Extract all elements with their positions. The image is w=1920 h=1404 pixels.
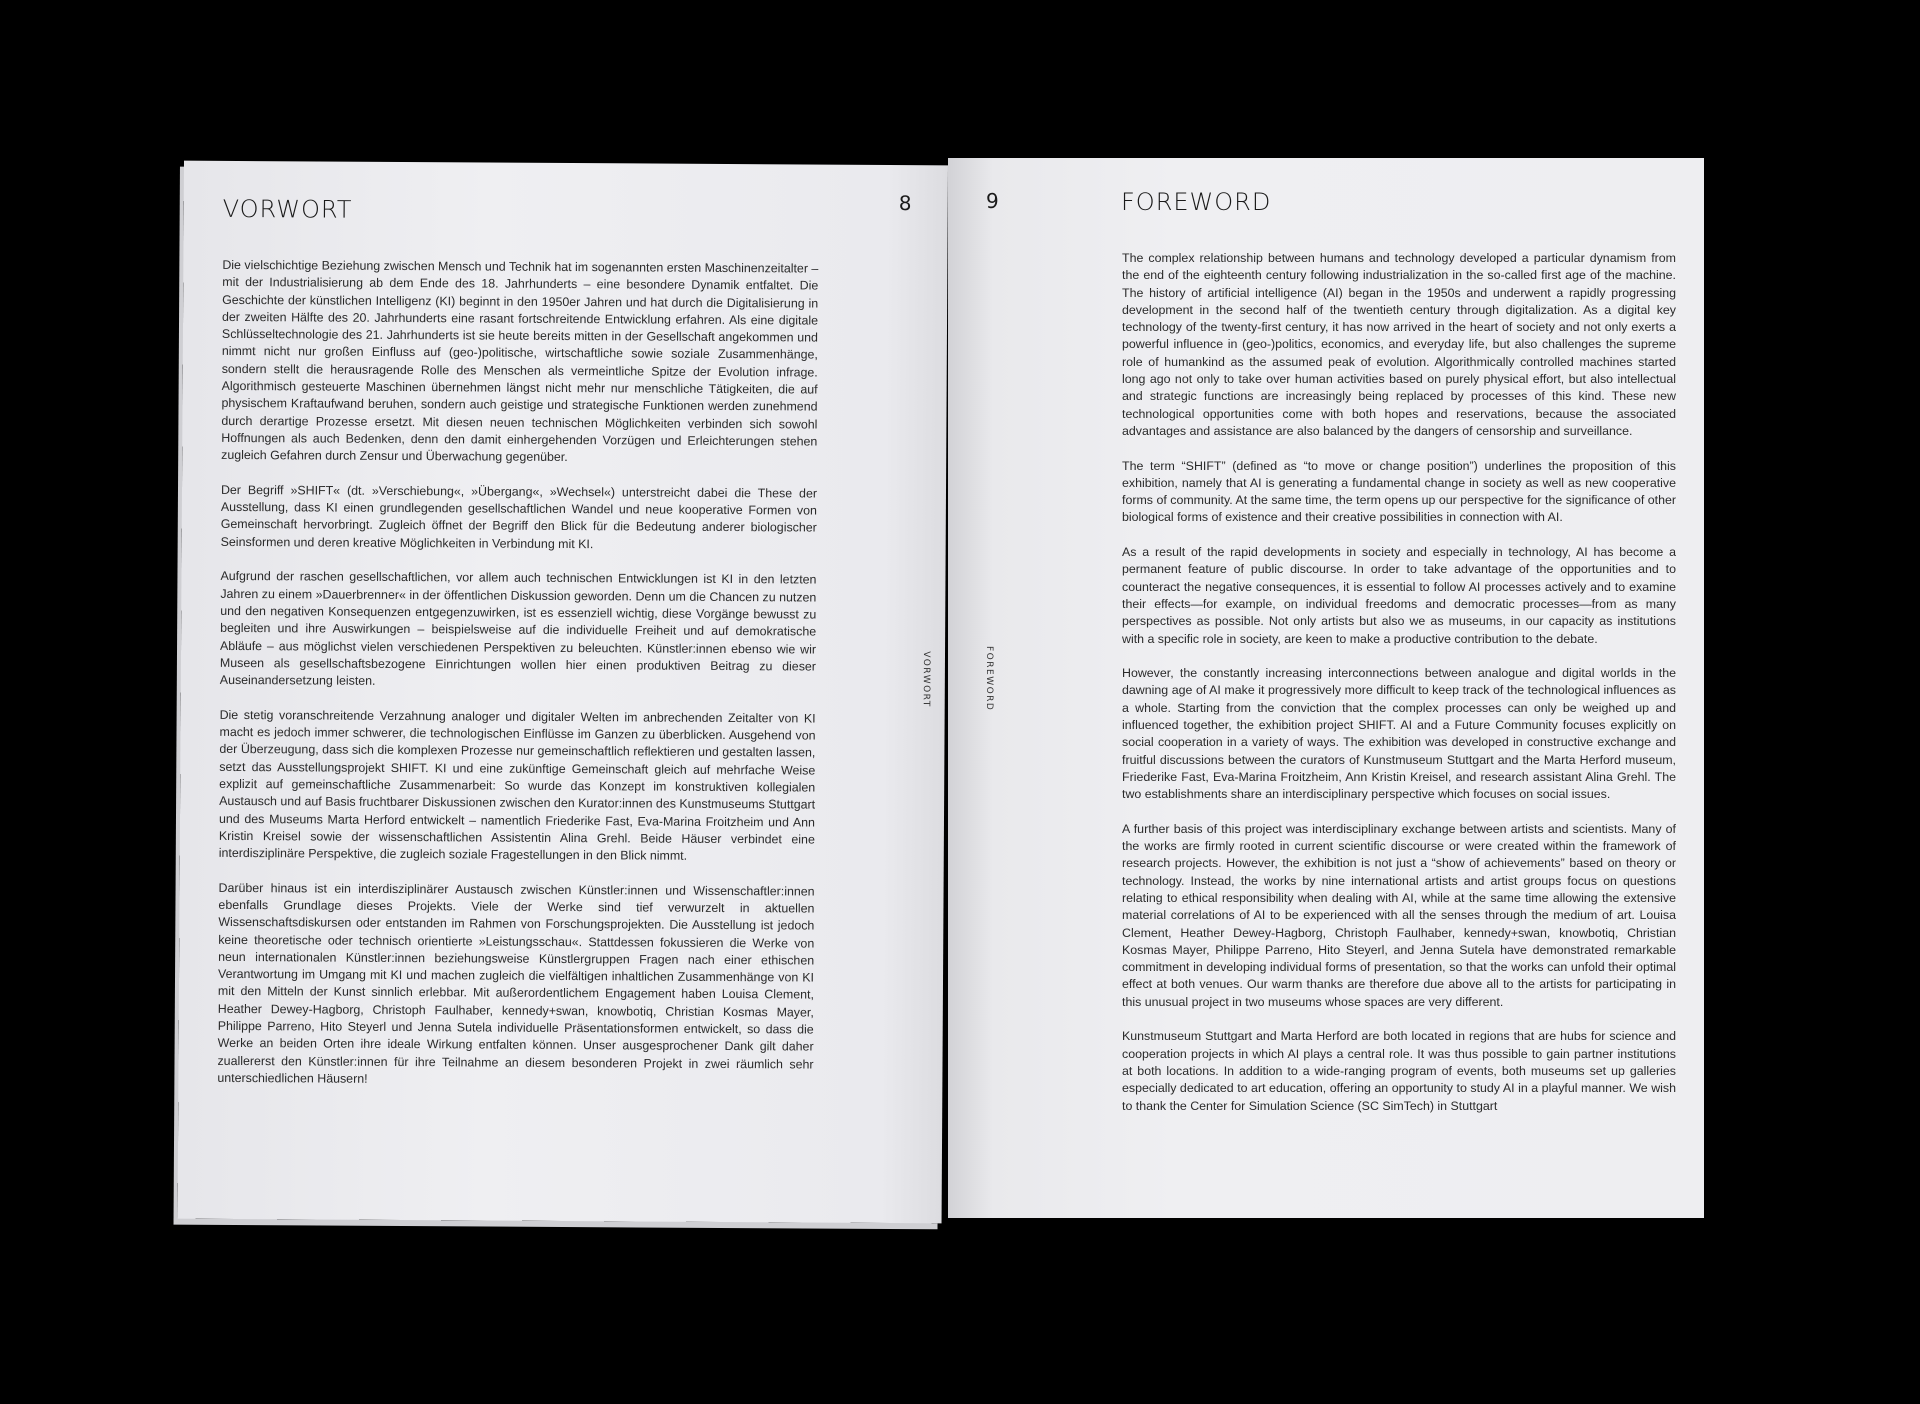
paragraph: Der Begriff »SHIFT« (dt. »Verschiebung«, »Übergang«, »Wechsel«) unterstreicht dabei die These der Ausstellung, dass KI einen grundlegenden gesellschaftlichen Wandel und neue kooperative Formen von Gemeinschaft hervorbringt. Zugleich öffnet der Begriff den Blick für die Bedeutung anderer biologischer Seinsformen und deren kreative Möglichkeiten in Verbindung mit KI. bbox=[220, 482, 818, 551]
paragraph: As a result of the rapid developments in society and especially in technology, AI has become a permanent feature of public discourse. In order to take advantage of the opportunities and to counteract the negative consequences, it is essential to follow AI processes actively and to examine their effects—for example, on individual freedoms and democratic processes—from as many perspectives as possible. Not only artists but also we as museums, in our capacity as institutions with a specific role in society, are keen to make a productive contribution to the debate. bbox=[1122, 545, 1676, 646]
paragraph: Die vielschichtige Beziehung zwischen Mensch und Technik hat im sogenannten ersten Maschinenzeitalter – mit der Industrialisierung ab dem Ende des 18. Jahrhunderts – eine besondere Dynamik entfaltet. Die Geschichte der künstlichen Intelligenz (KI) beginnt in den 1950er Jahren und hat durch die Digitalisierung in der zweiten Hälfte des 20. Jahrhunderts eine rasant fortschreitende Entwicklung erfahren. Als eine digitale Schlüsseltechnologie des 21. Jahrhunderts ist sie heute bereits mitten in der Gesellschaft angekommen und nimmt nicht nur großen Einfluss auf (geo-)politische, wirtschaftliche sowie soziale Zusammenhänge, sondern stellt die herausragende Rolle des Menschen als vermeintliche Spitze der Evolution infrage. Algorithmisch gesteuerte Maschinen übernehmen längst nicht mehr nur menschliche Tätigkeiten, die auf physischem Kraftaufwand beruhen, sondern auch geistige und strategische Funktionen werden zunehmend durch derartige Prozesse ersetzt. Mit diesen neuen technischen Möglichkeiten verbinden sich sowohl Hoffnungen als auch Bedenken, denn den damit einhergehenden Vorzügen und Erleichterungen stehen zugleich Gefahren durch Zensur und Überwachung gegenüber. bbox=[221, 257, 819, 465]
right-page bbox=[948, 158, 1704, 1218]
paragraph: Aufgrund der raschen gesellschaftlichen, vor allem auch technischen Entwicklungen ist KI in den letzten Jahren zu einem »Dauerbrenner« in der öffentlichen Diskussion geworden. Denn um die Chancen zu nutzen und den negativen Konsequenzen entgegenzuwirken, ist es essenziell wichtig, diese Vorgänge bewusst zu begleiten und ihre Auswirkungen – beispielsweise auf die individuelle Freiheit und auf demokratische Abläufe – aus möglichst vielen verschiedenen Perspektiven zu beleuchten. Künstler:innen ebenso wie wir Museen als gesellschaftsbezogene Einrichtungen wollen hier einen produktiven Beitrag zu dieser Auseinandersetzung leisten. bbox=[219, 569, 817, 688]
left-page bbox=[178, 161, 948, 1224]
running-head: FOREWORD bbox=[984, 646, 994, 712]
paragraph: However, the constantly increasing interconnections between analogue and digital worlds in the dawning age of AI make it progressively more difficult to keep track of the technological influences as a whole. Starting from the conviction that the complex processes can only be weighed up and influenced together, the exhibition project SHIFT. AI and a Future Community focuses explicitly on social cooperation in a variety of ways. The exhibition was developed in constructive exchange and fruitful discussions between the curators of Kunstmuseum Stuttgart and the Marta Herford museum, Friederike Fast, Eva-Marina Froitzheim, Ann Kristin Kreisel, and research assistant Alina Grehl. The two establishments share an interdisciplinary perspective which focuses on social issues. bbox=[1122, 666, 1676, 802]
page-number: 9 bbox=[986, 189, 999, 213]
running-head: VORWORT bbox=[920, 651, 932, 708]
paragraph: A further basis of this project was interdisciplinary exchange between artists and scientists. Many of the works are firmly rooted in current scientific discourse or were created within the framework of research projects. However, the exhibition is not just a “show of achievements” based on theory or technology. Instead, the works by nine international artists and artist groups focus on questions relating to ethical responsibility when dealing with AI, while at the same time allowing the extensive material correlations of AI to be experienced with all the senses through the medium of art. Louisa Clement, Heather Dewey-Hagborg, Christoph Faulhaber, kennedy+swan, knowbotiq, Christian Kosmas Mayer, Philippe Parreno, Hito Steyerl, and Jenna Sutela have demonstrated remarkable commitment in developing individual forms of presentation, so that the works can unfold their optimal effect at both venues. Our warm thanks are therefore due above all to the artists for participating in this unusual project in two museums whose spaces are very different. bbox=[1122, 821, 1676, 1009]
body-text bbox=[1122, 250, 1676, 1115]
page-title: FOREWORD bbox=[1121, 188, 1272, 216]
paragraph: The complex relationship between humans and technology developed a particular dynamism from the end of the eighteenth century following industrialization in the so-called first age of the machine. The history of artificial intelligence (AI) began in the 1950s and underwent a rapidly progressing development in the second half of the twentieth century through digitalization. As a digital key technology of the twenty-first century, it has now arrived in the heart of society and not only exerts a powerful influence in (geo-)politics, economics, and everyday life, but also challenges the supreme role of humankind as the assumed peak of evolution. Algorithmically controlled machines started long ago not only to take over human activities based on purely physical effort, but also intellectual and strategic functions are increasingly being replaced by processes of this kind. These new technological opportunities come with both hopes and reservations, because the associated advantages and assistance are also balanced by the dangers of censorship and surveillance. bbox=[1122, 251, 1676, 438]
paragraph: The term “SHIFT” (defined as “to move or change position”) underlines the proposition of this exhibition, namely that AI is generating a fundamental change in society as well as new cooperative forms of community. At the same time, the term opens up our perspective for the significance of other biological forms of existence and their creative possibilities in connection with AI. bbox=[1122, 458, 1676, 525]
body-text bbox=[217, 257, 818, 1091]
paragraph: Die stetig voranschreitende Verzahnung analoger und digitaler Welten im anbrechenden Zeitalter von KI macht es jedoch immer schwerer, die technologischen Einflüsse im Ganzen zu überblicken. Ausgehend von der Überzeugung, dass sich die komplexen Prozesse nur gemeinschaftlich reflektieren und gestalten lassen, setzt das Ausstellungsprojekt SHIFT. KI und eine zukünftige Gemeinschaft gleich auf mehrfache Weise explizit auf gemeinschaftliche Zusammenarbeit: So wurde das Konzept im konstruktiven kollegialen Austausch und auf Basis fruchtbarer Diskussionen zwischen den Kurator:innen des Kunstmuseums Stuttgart und des Museums Marta Herford entwickelt – namentlich Friederike Fast, Eva-Marina Froitzheim und Ann Kristin Kreisel sowie der wissenschaftlichen Assistentin Alina Grehl. Beide Häuser verbindet eine interdisziplinäre Perspektive, die zugleich soziale Fragestellungen in den Blick nimmt. bbox=[218, 707, 816, 863]
page-number: 8 bbox=[898, 191, 912, 216]
paragraph: Darüber hinaus ist ein interdisziplinärer Austausch zwischen Künstler:innen und Wissenschaftler:innen ebenfalls Grundlage dieses Projekts. Viele der Werke sind tief verwurzelt in aktuellen Wissenschaftsdiskursen oder entstanden im Rahmen von Forschungsprojekten. Die Ausstellung ist jedoch keine theoretische oder technisch orientierte »Leistungsschau«. Stattdessen fokussieren die Werke von neun internationalen Künstler:innen beziehungsweise Künstlergruppen Fragen nach einer ethischen Verantwortung im Umgang mit KI und machen zugleich die vielfältigen inhaltlichen Zusammenhänge von KI mit den Mitteln der Kunst sinnlich erlebbar. Mit außerordentlichem Engagement haben Louisa Clement, Heather Dewey-Hagborg, Christoph Faulhaber, kennedy+swan, knowbotiq, Christian Kosmas Mayer, Philippe Parreno, Hito Steyerl und Jenna Sutela individuelle Präsentationsformen entwickelt, so dass die Werke an beiden Orten ihre ideale Wirkung entfalten können. Unser ausgesprochener Dank gilt daher zuallererst den Künstler:innen für ihre Teilnahme an diesem besonderen Projekt in zwei räumlich sehr unterschiedlichen Häusern! bbox=[217, 880, 815, 1086]
page-title: VORWORT bbox=[222, 194, 353, 224]
paragraph: Kunstmuseum Stuttgart and Marta Herford are both located in regions that are hubs for science and cooperation projects in which AI plays a central role. It was thus possible to gain partner institutions at both locations. In addition to a wide-ranging program of events, both museums set up galleries especially dedicated to art education, offering an opportunity to study AI in a playful manner. We wish to thank the Center for Simulation Science (SC SimTech) in Stuttgart bbox=[1122, 1029, 1676, 1113]
